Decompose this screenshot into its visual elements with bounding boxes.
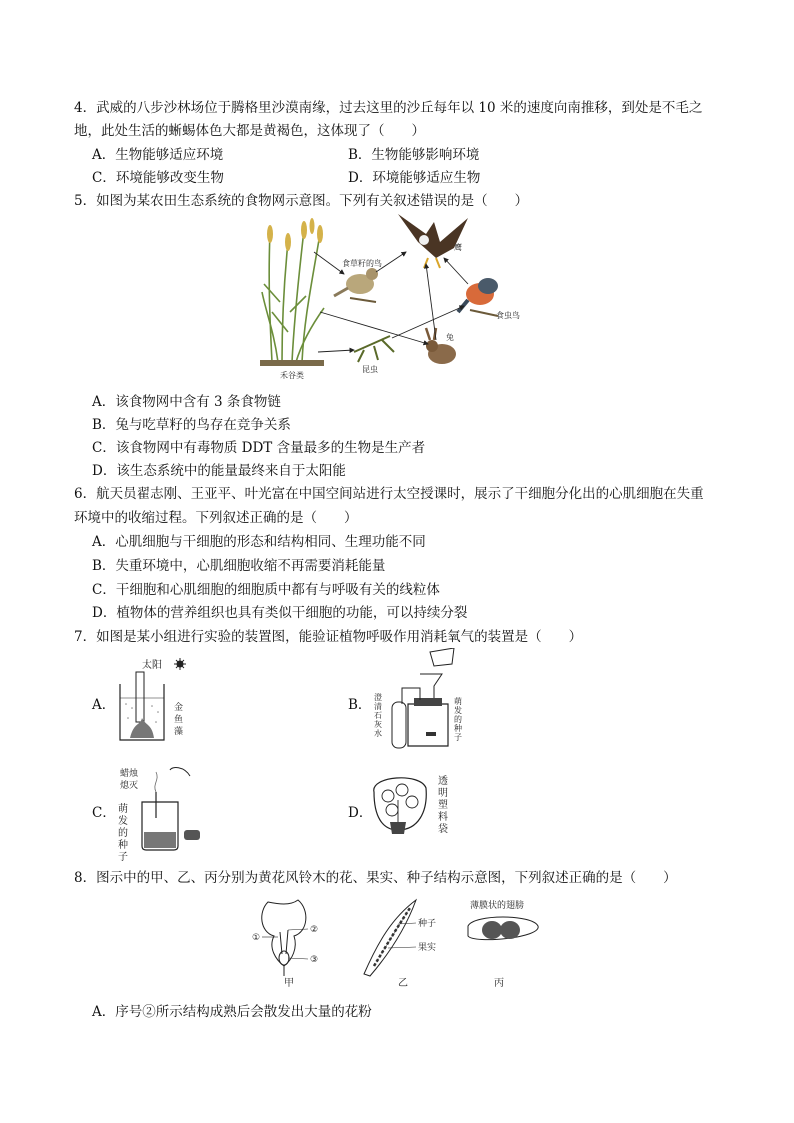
label-candle-1: 蜡烛 <box>120 769 139 779</box>
label-crop: 禾谷类 <box>280 371 304 380</box>
food-web-figure <box>258 212 540 384</box>
grass-icon <box>262 230 324 362</box>
q6-option-c: C．干细胞和心肌细胞的细胞质中都有与呼吸有关的线粒体 <box>92 582 440 598</box>
label-pondweed: 金鱼藻 <box>174 703 184 737</box>
q7-d-letter: D． <box>348 805 373 821</box>
seeds-icon <box>144 832 176 848</box>
winged-seed-icon <box>468 917 538 940</box>
apparatus-b <box>368 648 464 752</box>
label-seeds-b: 萌发的种子 <box>454 697 462 742</box>
label-rabbit: 兔 <box>446 333 454 342</box>
plant-icon <box>382 784 418 826</box>
q4-option-b: B．生物能够影响环境 <box>348 147 480 163</box>
apparatus-d <box>368 772 458 844</box>
q6-option-d: D．植物体的营养组织也具有类似干细胞的功能，可以持续分裂 <box>92 605 468 621</box>
q5-option-c: C．该食物网中有毒物质 DDT 含量最多的生物是生产者 <box>92 440 426 456</box>
q5-option-b: B．兔与吃草籽的鸟存在竞争关系 <box>92 417 291 433</box>
hand-icon <box>170 768 190 776</box>
q5-stem: 5．如图为某农田生态系统的食物网示意图。下列有关叙述错误的是（ ） <box>74 193 529 209</box>
label-n3: ③ <box>310 955 319 965</box>
insect-icon <box>354 336 394 362</box>
label-sun: 太阳 <box>142 660 162 671</box>
sun-icon <box>174 658 186 670</box>
q7-a-letter: A． <box>92 697 116 713</box>
q6-option-b: B．失重环境中，心肌细胞收缩不再需要消耗能量 <box>92 558 386 574</box>
label-seed-bird: 食草籽的鸟 <box>342 259 382 268</box>
q6-stem-line2: 环境中的收缩过程。下列叙述正确的是（ ） <box>74 510 358 526</box>
pondweed-icon <box>130 718 154 738</box>
label-jia: 甲 <box>284 978 294 989</box>
flower-icon <box>262 900 306 976</box>
eagle-icon <box>398 214 468 268</box>
q5-option-a: A．该食物网中含有 3 条食物链 <box>92 394 281 410</box>
apparatus-c <box>112 762 208 862</box>
q6-stem-line1: 6．航天员翟志刚、王亚平、叶光富在中国空间站进行太空授课时，展示了干细胞分化出的心肌细胞在失重 <box>74 486 704 502</box>
q8-option-a: A．序号②所示结构成熟后会散发出大量的花粉 <box>92 1004 372 1020</box>
label-seeds-c: 萌发的种子 <box>118 804 128 862</box>
apparatus-a <box>112 652 192 748</box>
label-eagle: 鹰 <box>454 243 462 252</box>
label-bag: 透明塑料袋 <box>438 776 448 835</box>
label-limewater: 澄清石灰水 <box>374 693 382 738</box>
fruit-pod-icon <box>364 900 416 976</box>
flower-fruit-seed-figure <box>248 892 544 992</box>
label-insect-bird: 食虫鸟 <box>496 311 520 320</box>
lid-icon <box>184 830 200 840</box>
seed-bird-icon <box>334 268 378 302</box>
test-tube-icon <box>392 702 406 748</box>
label-candle-2: 熄灭 <box>120 781 139 791</box>
q7-stem: 7．如图是某小组进行实验的装置图，能验证植物呼吸作用消耗氧气的装置是（ ） <box>74 629 583 645</box>
q4-stem-line1: 4．武威的八步沙林场位于腾格里沙漠南缘，过去这里的沙丘每年以 10 米的速度向南推移，到处是不毛之 <box>74 100 703 116</box>
q4-option-a: A．生物能够适应环境 <box>92 147 224 163</box>
label-fruit: 果实 <box>418 943 437 953</box>
label-wing: 薄膜状的翅膀 <box>470 901 525 911</box>
beaker-icon <box>430 648 454 666</box>
grain-heads-icon <box>267 218 323 251</box>
label-insect: 昆虫 <box>362 365 378 374</box>
q4-stem-line2: 地，此处生活的蜥蜴体色大都是黄褐色，这体现了（ ） <box>74 123 425 139</box>
food-web-arrows <box>314 252 468 352</box>
funnel-icon <box>420 674 442 700</box>
q4-option-c: C．环境能够改变生物 <box>92 170 224 186</box>
q8-stem: 8．图示中的甲、乙、丙分别为黄花风铃木的花、果实、种子结构示意图，下列叙述正确的是（ ） <box>74 870 677 886</box>
q7-c-letter: C． <box>92 805 116 821</box>
label-bing: 丙 <box>494 978 504 989</box>
q4-option-d: D．环境能够适应生物 <box>348 170 481 186</box>
label-yi: 乙 <box>398 978 408 989</box>
q5-option-d: D．该生态系统中的能量最终来自于太阳能 <box>92 463 346 479</box>
q6-option-a: A．心肌细胞与干细胞的形态和结构相同、生理功能不同 <box>92 534 426 550</box>
label-n2: ② <box>310 925 319 935</box>
pot-icon <box>390 822 406 834</box>
insect-bird-icon <box>458 278 498 316</box>
q7-b-letter: B． <box>348 697 372 713</box>
label-n1: ① <box>252 933 261 943</box>
label-seed: 种子 <box>418 919 437 929</box>
